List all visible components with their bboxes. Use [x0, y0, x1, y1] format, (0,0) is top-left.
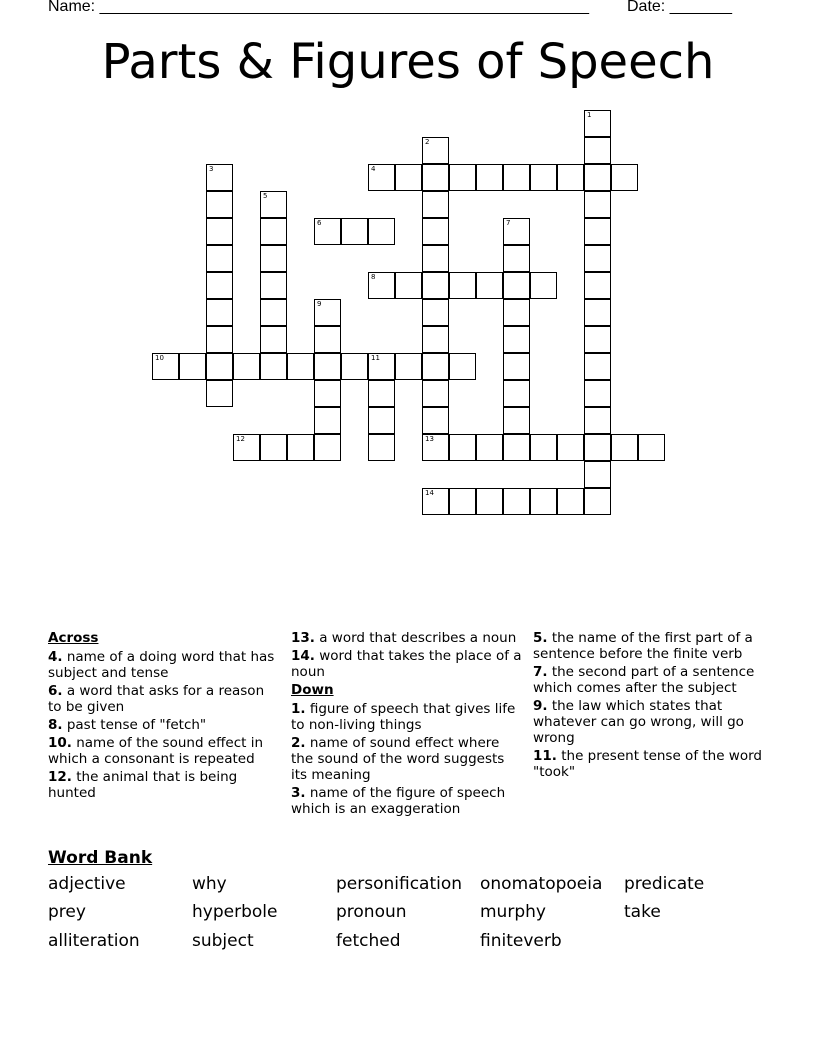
crossword-cell[interactable] — [260, 434, 287, 461]
crossword-cell[interactable] — [395, 164, 422, 191]
clue-number: 14 — [425, 489, 434, 497]
word-bank-item: finiteverb — [480, 931, 562, 951]
crossword-cell[interactable] — [314, 353, 341, 380]
crossword-cell[interactable] — [503, 407, 530, 434]
clue-down-5: 5. the name of the first part of a sentence before the finite verb — [533, 630, 753, 662]
crossword-cell[interactable] — [503, 245, 530, 272]
word-bank-title: Word Bank — [48, 848, 153, 868]
crossword-cell[interactable] — [503, 434, 530, 461]
down-heading: Down — [291, 682, 334, 698]
crossword-cell[interactable] — [476, 434, 503, 461]
crossword-cell[interactable] — [584, 380, 611, 407]
crossword-cell[interactable] — [314, 218, 341, 245]
crossword-cell[interactable] — [503, 326, 530, 353]
crossword-cell[interactable] — [476, 272, 503, 299]
crossword-cell[interactable] — [611, 434, 638, 461]
crossword-cell[interactable] — [314, 407, 341, 434]
crossword-cell[interactable] — [368, 407, 395, 434]
crossword-cell[interactable] — [503, 380, 530, 407]
crossword-cell[interactable] — [503, 488, 530, 515]
crossword-cell[interactable] — [206, 245, 233, 272]
crossword-cell[interactable] — [584, 353, 611, 380]
clue-number: 10 — [155, 354, 164, 362]
crossword-cell[interactable] — [260, 299, 287, 326]
word-bank-item: personification — [336, 874, 463, 894]
clue-down-11: 11. the present tense of the word "took" — [533, 748, 762, 780]
crossword-cell[interactable] — [530, 434, 557, 461]
clue-down-2: 2. name of sound effect where the sound of the word suggests its meaning — [291, 735, 505, 783]
crossword-cell[interactable] — [584, 488, 611, 515]
crossword-cell[interactable] — [584, 299, 611, 326]
crossword-cell[interactable] — [557, 488, 584, 515]
crossword-cell[interactable] — [422, 191, 449, 218]
clue-number: 12 — [236, 435, 245, 443]
crossword-cell[interactable] — [341, 353, 368, 380]
crossword-cell[interactable] — [206, 380, 233, 407]
clue-across-12: 12. the animal that is being hunted — [48, 769, 238, 801]
crossword-cell[interactable] — [206, 299, 233, 326]
crossword-cell[interactable] — [638, 434, 665, 461]
clue-number: 6 — [317, 219, 322, 227]
crossword-cell[interactable] — [314, 434, 341, 461]
clue-across-4: 4. name of a doing word that has subject and tense — [48, 649, 275, 681]
clue-number: 3 — [209, 165, 214, 173]
crossword-cell[interactable] — [449, 164, 476, 191]
crossword-cell[interactable] — [611, 164, 638, 191]
crossword-cell[interactable] — [503, 218, 530, 245]
clues-column-2 — [291, 630, 523, 819]
crossword-cell[interactable] — [395, 272, 422, 299]
crossword-cell[interactable] — [449, 488, 476, 515]
clue-across-10: 10. name of the sound effect in which a consonant is repeated — [48, 735, 264, 767]
crossword-cell[interactable] — [368, 272, 395, 299]
crossword-cell[interactable] — [422, 272, 449, 299]
clue-number: 9 — [317, 300, 322, 308]
crossword-cell[interactable] — [584, 218, 611, 245]
crossword-cell[interactable] — [368, 353, 395, 380]
crossword-cell[interactable] — [503, 164, 530, 191]
crossword-cell[interactable] — [368, 434, 395, 461]
clue-across-14: 14. word that takes the place of a noun — [291, 648, 522, 680]
crossword-cell[interactable] — [422, 434, 449, 461]
crossword-cell[interactable] — [206, 326, 233, 353]
word-bank-item: adjective — [48, 874, 126, 894]
word-bank-item: why — [192, 874, 227, 894]
crossword-cell[interactable] — [584, 326, 611, 353]
clue-down-3: 3. name of the figure of speech which is an exaggeration — [291, 785, 506, 817]
word-bank-item: pronoun — [336, 902, 407, 922]
crossword-cell[interactable] — [503, 353, 530, 380]
word-bank-item: subject — [192, 931, 254, 951]
page-title: Parts & Figures of Speech — [101, 34, 715, 90]
crossword-cell[interactable] — [287, 434, 314, 461]
crossword-cell[interactable] — [422, 299, 449, 326]
crossword-cell[interactable] — [206, 353, 233, 380]
crossword-cell[interactable] — [260, 272, 287, 299]
clue-number: 8 — [371, 273, 376, 281]
clue-number: 11 — [371, 354, 380, 362]
crossword-cell[interactable] — [314, 380, 341, 407]
crossword-cell[interactable] — [422, 353, 449, 380]
name-field-label: Name: _______________________________________________________ — [48, 0, 589, 15]
crossword-cell[interactable] — [584, 137, 611, 164]
clues-column-1 — [48, 630, 278, 803]
crossword-cell[interactable] — [584, 272, 611, 299]
crossword-cell[interactable] — [449, 434, 476, 461]
clue-down-1: 1. figure of speech that gives life to non-living things — [291, 701, 516, 733]
crossword-cell[interactable] — [152, 353, 179, 380]
word-bank-item: onomatopoeia — [480, 874, 603, 894]
crossword-cell[interactable] — [530, 164, 557, 191]
clue-number: 5 — [263, 192, 268, 200]
crossword-cell[interactable] — [422, 218, 449, 245]
across-heading: Across — [48, 630, 99, 646]
crossword-cell[interactable] — [584, 110, 611, 137]
clue-across-8: 8. past tense of "fetch" — [48, 717, 207, 733]
crossword-cell[interactable] — [206, 191, 233, 218]
crossword-cell[interactable] — [206, 272, 233, 299]
crossword-cell[interactable] — [584, 164, 611, 191]
crossword-cell[interactable] — [206, 164, 233, 191]
crossword-cell[interactable] — [260, 218, 287, 245]
crossword-cell[interactable] — [368, 164, 395, 191]
crossword-cell[interactable] — [476, 164, 503, 191]
crossword-cell[interactable] — [503, 299, 530, 326]
word-bank-item: predicate — [624, 874, 705, 894]
clue-across-6: 6. a word that asks for a reason to be given — [48, 683, 265, 715]
clue-number: 2 — [425, 138, 430, 146]
crossword-cell[interactable] — [584, 434, 611, 461]
crossword-cell[interactable] — [233, 434, 260, 461]
crossword-cell[interactable] — [449, 353, 476, 380]
crossword-cell[interactable] — [260, 191, 287, 218]
crossword-cell[interactable] — [503, 272, 530, 299]
crossword-cell[interactable] — [206, 218, 233, 245]
crossword-cell[interactable] — [422, 380, 449, 407]
crossword-cell[interactable] — [341, 218, 368, 245]
word-bank-item: take — [624, 902, 661, 922]
word-bank-item: hyperbole — [192, 902, 278, 922]
crossword-cell[interactable] — [422, 326, 449, 353]
clue-number: 1 — [587, 111, 592, 119]
crossword-cell[interactable] — [584, 245, 611, 272]
crossword-cell[interactable] — [449, 272, 476, 299]
date-field-label: Date: _______ — [627, 0, 732, 15]
clue-number: 13 — [425, 435, 434, 443]
crossword-cell[interactable] — [530, 272, 557, 299]
crossword-cell[interactable] — [584, 461, 611, 488]
word-bank-item: prey — [48, 902, 86, 922]
crossword-cell[interactable] — [422, 164, 449, 191]
crossword-cell[interactable] — [260, 326, 287, 353]
crossword-cell[interactable] — [530, 488, 557, 515]
clue-down-9: 9. the law which states that whatever can go wrong, will go wrong — [533, 698, 744, 746]
crossword-cell[interactable] — [584, 407, 611, 434]
clue-down-7: 7. the second part of a sentence which comes after the subject — [533, 664, 755, 696]
crossword-cell[interactable] — [314, 326, 341, 353]
crossword-cell[interactable] — [179, 353, 206, 380]
crossword-cell[interactable] — [260, 353, 287, 380]
crossword-cell[interactable] — [395, 353, 422, 380]
crossword-cell[interactable] — [368, 380, 395, 407]
crossword-cell[interactable] — [287, 353, 314, 380]
crossword-cell[interactable] — [422, 407, 449, 434]
crossword-cell[interactable] — [422, 488, 449, 515]
clue-across-13: 13. a word that describes a noun — [291, 630, 517, 646]
crossword-cell[interactable] — [260, 245, 287, 272]
crossword-cell[interactable] — [233, 353, 260, 380]
word-bank-item: alliteration — [48, 931, 140, 951]
crossword-cell[interactable] — [557, 164, 584, 191]
crossword-cell[interactable] — [557, 434, 584, 461]
word-bank-item: fetched — [336, 931, 401, 951]
clue-number: 4 — [371, 165, 376, 173]
clue-number: 7 — [506, 219, 511, 227]
crossword-cell[interactable] — [476, 488, 503, 515]
crossword-cell[interactable] — [422, 137, 449, 164]
crossword-cell[interactable] — [314, 299, 341, 326]
clues-column-3 — [533, 630, 768, 782]
crossword-cell[interactable] — [422, 245, 449, 272]
word-bank-item: murphy — [480, 902, 546, 922]
crossword-cell[interactable] — [584, 191, 611, 218]
crossword-cell[interactable] — [368, 218, 395, 245]
